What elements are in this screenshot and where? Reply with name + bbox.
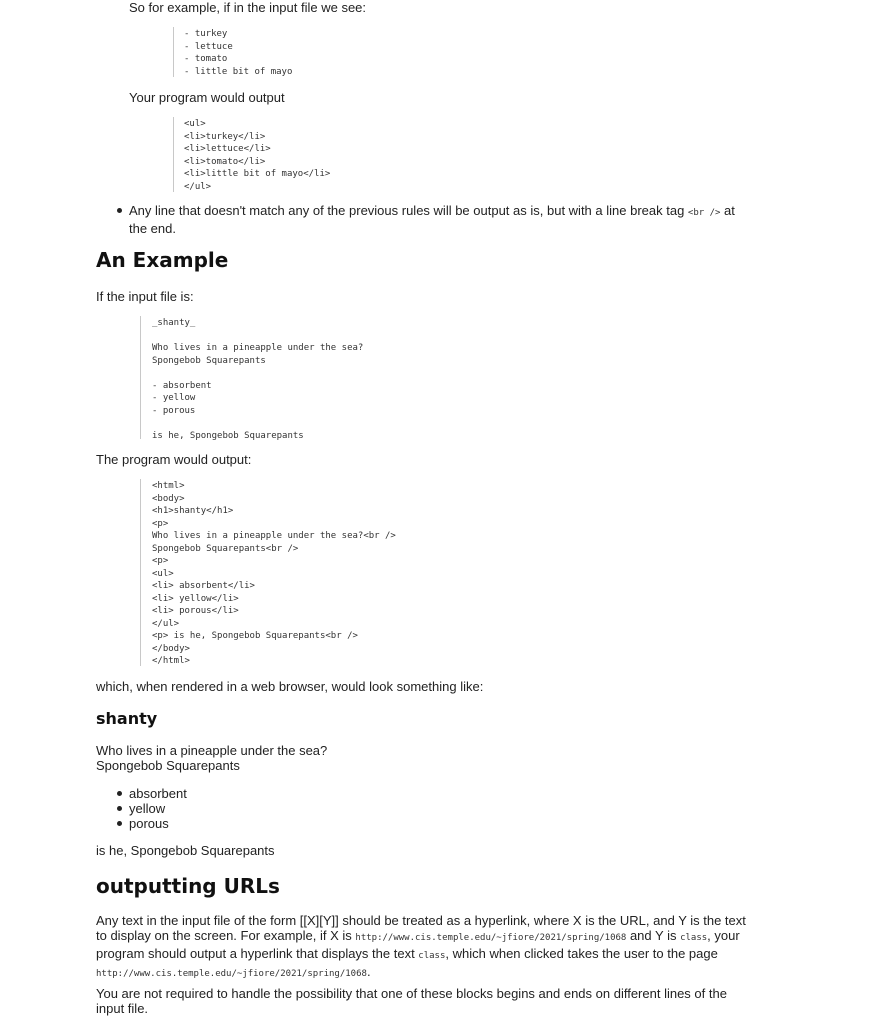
urls-text: and Y is	[626, 928, 681, 943]
example-heading: An Example	[96, 248, 229, 272]
code-block-rule	[173, 27, 174, 77]
urls-heading: outputting URLs	[96, 874, 280, 898]
rule-text-after: at the end.	[129, 203, 735, 236]
output-list-code: <ul> <li>turkey</li> <li>lettuce</li> <li>tomato</li> <li>little bit of mayo</li> </ul>	[184, 119, 331, 192]
bullet-icon	[117, 208, 122, 213]
code-block-rule	[140, 479, 141, 666]
example-output-code: <html> <body> <h1>shanty</h1> <p> Who lives in a pineapple under the sea?<br /> Spongebob Squarepants<br /> <p> <ul> <li> absorbent</li> <li> yellow</li> <li> porous</li> </ul> <p> is he, Spongebob Squarepants<br /> </body> </html>	[152, 481, 396, 666]
output-intro: Your program would output	[129, 90, 285, 105]
code-block-rule	[173, 117, 174, 192]
rule-bullet-text	[129, 203, 749, 236]
urls-text: .	[366, 964, 371, 979]
example-intro: If the input file is:	[96, 289, 194, 304]
rendered-list-item: porous	[129, 816, 169, 831]
urls-text: Any text in the input file of the form [[X][Y]] should be treated as a hyperlink, where X is the URL, and Y is the text to display on the screen. For example, if X is	[96, 913, 746, 943]
input-list-code: - turkey - lettuce - tomato - little bit of mayo	[184, 29, 293, 77]
url-code: http://www.cis.temple.edu/~jfiore/2021/spring/1068	[96, 969, 367, 979]
rendered-list-item: yellow	[129, 801, 166, 816]
example-input-code: _shanty_ Who lives in a pineapple under the sea? Spongebob Squarepants - absorbent - yellow - porous is he, Spongebob Squarepants	[152, 318, 364, 441]
rendered-list-item: absorbent	[129, 786, 187, 801]
class-code: class	[680, 933, 708, 943]
bullet-icon	[117, 806, 122, 811]
bullet-icon	[117, 821, 122, 826]
program-output-intro: The program would output:	[96, 452, 252, 467]
rendered-line-1: Who lives in a pineapple under the sea?	[96, 743, 328, 758]
code-block-rule	[140, 316, 141, 439]
rendered-closing: is he, Spongebob Squarepants	[96, 843, 275, 858]
urls-text: , which when clicked takes the user to the page	[445, 946, 718, 961]
rendered-line-2: Spongebob Squarepants	[96, 758, 240, 773]
urls-paragraph	[96, 913, 756, 982]
rendered-heading: shanty	[96, 709, 158, 728]
class-code: class	[418, 951, 446, 961]
rule-text-before: Any line that doesn't match any of the previous rules will be output as is, but with a line break tag	[129, 203, 688, 218]
urls-text: , your program should output a hyperlink that displays the text	[96, 928, 740, 961]
br-tag-code: <br />	[687, 208, 721, 218]
intro-line: So for example, if in the input file we see:	[129, 0, 367, 15]
url-code: http://www.cis.temple.edu/~jfiore/2021/spring/1068	[355, 933, 627, 943]
bullet-icon	[117, 791, 122, 796]
rendered-intro: which, when rendered in a web browser, would look something like:	[96, 679, 484, 694]
not-required-note: You are not required to handle the possibility that one of these blocks begins and ends on different lines of the input file.	[96, 986, 727, 1016]
